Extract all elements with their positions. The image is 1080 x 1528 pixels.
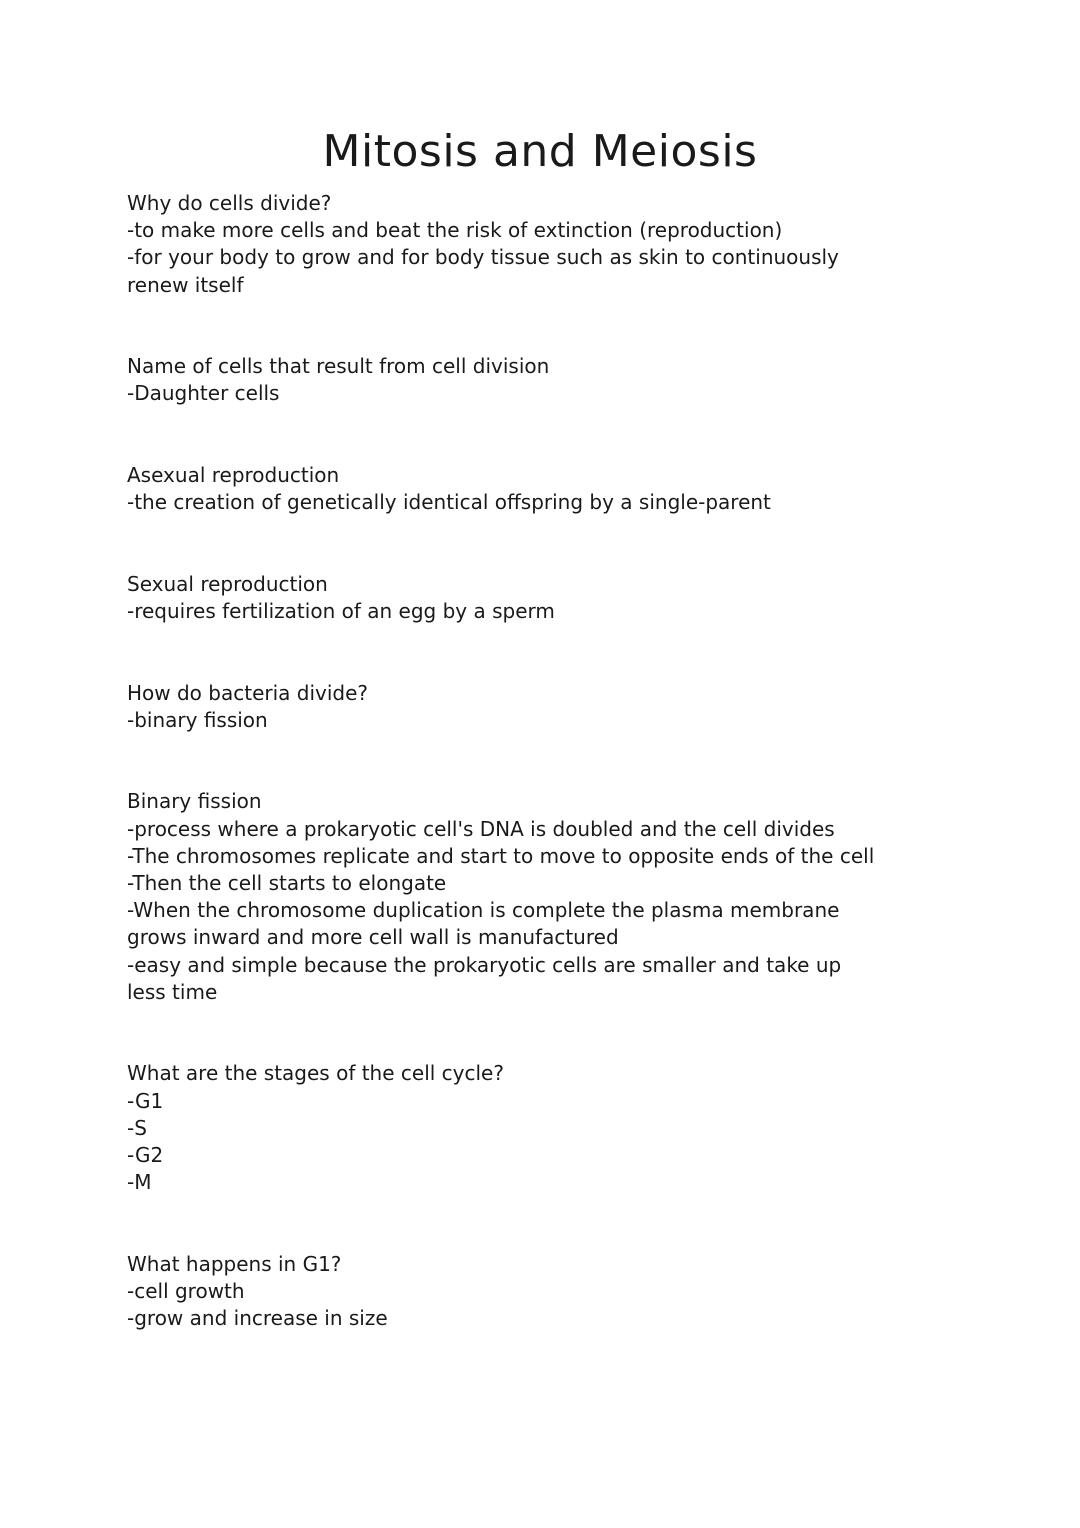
note-line: grows inward and more cell wall is manufactured bbox=[127, 925, 619, 950]
note-line: -S bbox=[127, 1115, 147, 1140]
section-heading: Sexual reproduction bbox=[127, 571, 328, 596]
note-line: -for your body to grow and for body tissue such as skin to continuously bbox=[127, 245, 839, 270]
section-cell-cycle-stages bbox=[127, 1060, 967, 1196]
note-line: -requires fertilization of an egg by a sperm bbox=[127, 599, 555, 623]
section-asexual-reproduction bbox=[127, 462, 967, 516]
note-line: -cell growth bbox=[127, 1279, 245, 1304]
section-bacteria-divide bbox=[127, 680, 967, 734]
section-sexual-reproduction bbox=[127, 571, 967, 625]
section-binary-fission bbox=[127, 788, 967, 1006]
page-title: Mitosis and Meiosis bbox=[322, 126, 758, 177]
section-heading: Asexual reproduction bbox=[127, 463, 340, 487]
note-line: -The chromosomes replicate and start to move to opposite ends of the cell bbox=[127, 843, 875, 868]
section-heading: How do bacteria divide? bbox=[127, 680, 369, 705]
note-line: -M bbox=[127, 1170, 152, 1195]
note-line: -G1 bbox=[127, 1088, 164, 1113]
section-heading: What happens in G1? bbox=[127, 1251, 342, 1276]
section-heading: Why do cells divide? bbox=[127, 191, 332, 215]
notes-body bbox=[127, 190, 967, 1387]
note-line: -process where a prokaryotic cell's DNA is doubled and the cell divides bbox=[127, 816, 835, 841]
note-line: -Then the cell starts to elongate bbox=[127, 871, 447, 895]
section-daughter-cells bbox=[127, 353, 967, 407]
note-line: -binary fission bbox=[127, 707, 268, 732]
note-line: -grow and increase in size bbox=[127, 1306, 388, 1331]
section-g1 bbox=[127, 1251, 967, 1333]
note-line: -When the chromosome duplication is complete the plasma membrane bbox=[127, 898, 840, 923]
section-heading: Name of cells that result from cell division bbox=[127, 354, 550, 379]
note-line: -the creation of genetically identical offspring by a single-parent bbox=[127, 490, 771, 515]
note-line: less time bbox=[127, 979, 218, 1004]
section-heading: Binary fission bbox=[127, 789, 262, 814]
note-line: -Daughter cells bbox=[127, 381, 280, 406]
note-line: renew itself bbox=[127, 272, 244, 297]
note-line: -to make more cells and beat the risk of extinction (reproduction) bbox=[127, 218, 783, 243]
note-line: -easy and simple because the prokaryotic cells are smaller and take up bbox=[127, 952, 842, 977]
section-heading: What are the stages of the cell cycle? bbox=[127, 1061, 504, 1086]
note-line: -G2 bbox=[127, 1143, 164, 1168]
section-why-cells-divide bbox=[127, 190, 967, 299]
